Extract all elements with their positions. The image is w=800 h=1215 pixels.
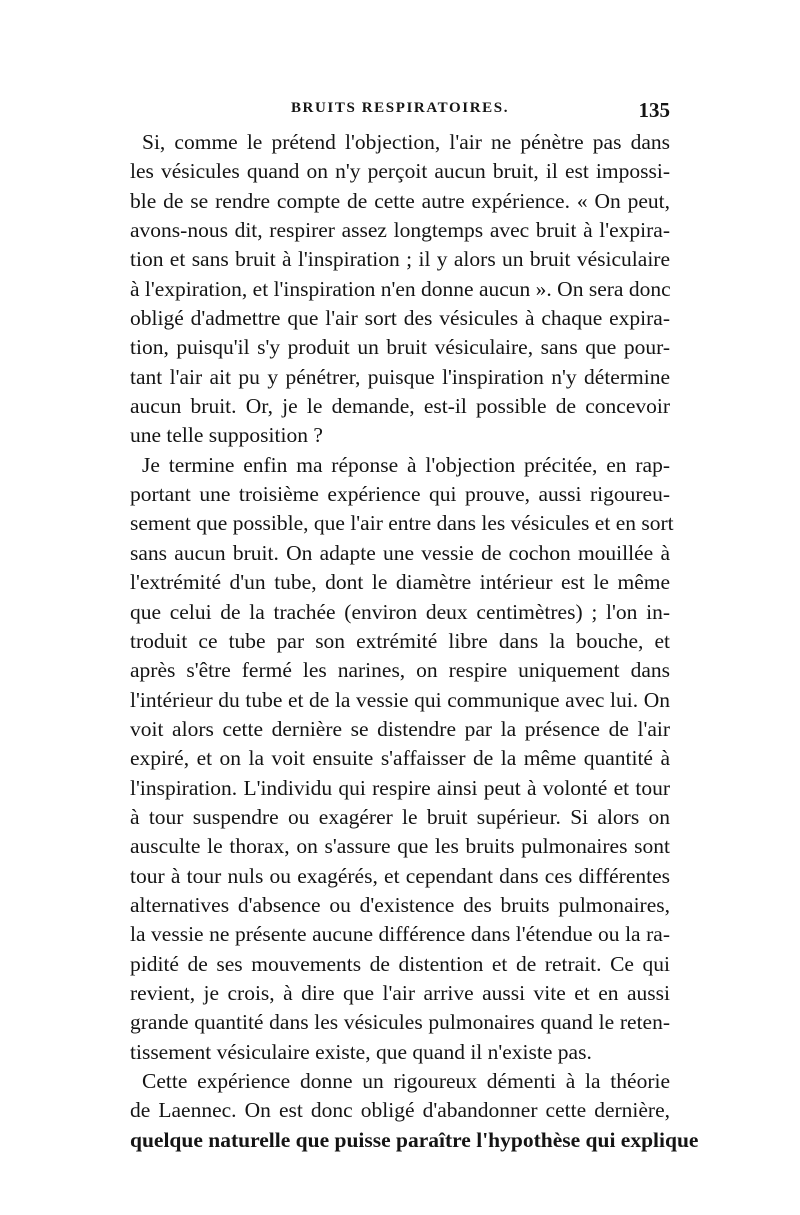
text-line: Cette expérience donne un rigoureux démenti à la théorie	[142, 1069, 670, 1093]
running-head	[130, 98, 670, 128]
text-line: portant une troisième expérience qui prouve, aussi rigoureu-	[130, 482, 670, 507]
text-line: une telle supposition ?	[130, 423, 323, 448]
page-number: 135	[638, 98, 670, 122]
text-line: tion, puisqu'il s'y produit un bruit vésiculaire, sans que pour-	[130, 335, 670, 360]
text-line: sans aucun bruit. On adapte une vessie de cochon mouillée à	[130, 540, 670, 565]
text-line: Si, comme le prétend l'objection, l'air ne pénètre pas dans	[142, 130, 670, 154]
running-head-title: BRUITS RESPIRATOIRES.	[290, 100, 510, 116]
text-line: sement que possible, que l'air entre dans les vésicules et en sort	[130, 511, 674, 536]
text-line: voit alors cette dernière se distendre par la présence de l'air	[130, 716, 670, 741]
text-line: après s'être fermé les narines, on respire uniquement dans	[130, 658, 670, 683]
body-text	[130, 128, 699, 1155]
text-line: aucun bruit. Or, je le demande, est-il possible de concevoir	[130, 394, 670, 419]
text-line: troduit ce tube par son extrémité libre dans la bouche, et	[130, 628, 670, 653]
text-line: avons-nous dit, respirer assez longtemps avec bruit à l'expira-	[130, 218, 670, 243]
text-line: ausculte le thorax, on s'assure que les bruits pulmonaires sont	[130, 834, 670, 859]
text-line: que celui de la trachée (environ deux centimètres) ; l'on in-	[130, 599, 670, 624]
text-line: obligé d'admettre que l'air sort des vésicules à chaque expira-	[130, 306, 670, 331]
text-line: l'extrémité d'un tube, dont le diamètre intérieur est le même	[130, 570, 670, 595]
text-line: tissement vésiculaire existe, que quand il n'existe pas.	[130, 1039, 592, 1064]
text-line: les vésicules quand on n'y perçoit aucun bruit, il est impossi-	[130, 159, 670, 184]
text-line: Je termine enfin ma réponse à l'objection précitée, en rap-	[142, 452, 670, 477]
text-line: à l'expiration, et l'inspiration n'en donne aucun ». On sera donc	[130, 276, 671, 301]
text-line: tour à tour nuls ou exagérés, et cependant dans ces différentes	[130, 863, 670, 888]
text-line: grande quantité dans les vésicules pulmonaires quand le reten-	[130, 1010, 670, 1035]
text-line: la vessie ne présente aucune différence dans l'étendue ou la ra-	[130, 922, 670, 947]
text-line: revient, je crois, à dire que l'air arrive aussi vite et en aussi	[130, 980, 670, 1005]
text-line: à tour suspendre ou exagérer le bruit supérieur. Si alors on	[130, 804, 670, 829]
text-line: l'inspiration. L'individu qui respire ainsi peut à volonté et tour	[130, 775, 670, 800]
text-line: quelque naturelle que puisse paraître l'hypothèse qui explique	[130, 1127, 699, 1152]
text-line: pidité de ses mouvements de distention et de retrait. Ce qui	[130, 951, 670, 976]
text-line: tant l'air ait pu y pénétrer, puisque l'inspiration n'y détermine	[130, 364, 670, 389]
text-line: expiré, et on la voit ensuite s'affaisser de la même quantité à	[130, 746, 670, 771]
text-line: de Laennec. On est donc obligé d'abandonner cette dernière,	[130, 1098, 670, 1123]
text-line: l'intérieur du tube et de la vessie qui communique avec lui. On	[130, 687, 670, 712]
text-line: alternatives d'absence ou d'existence des bruits pulmonaires,	[130, 892, 670, 917]
text-line: tion et sans bruit à l'inspiration ; il y alors un bruit vésiculaire	[130, 247, 670, 272]
text-line: ble de se rendre compte de cette autre expérience. « On peut,	[130, 188, 670, 213]
